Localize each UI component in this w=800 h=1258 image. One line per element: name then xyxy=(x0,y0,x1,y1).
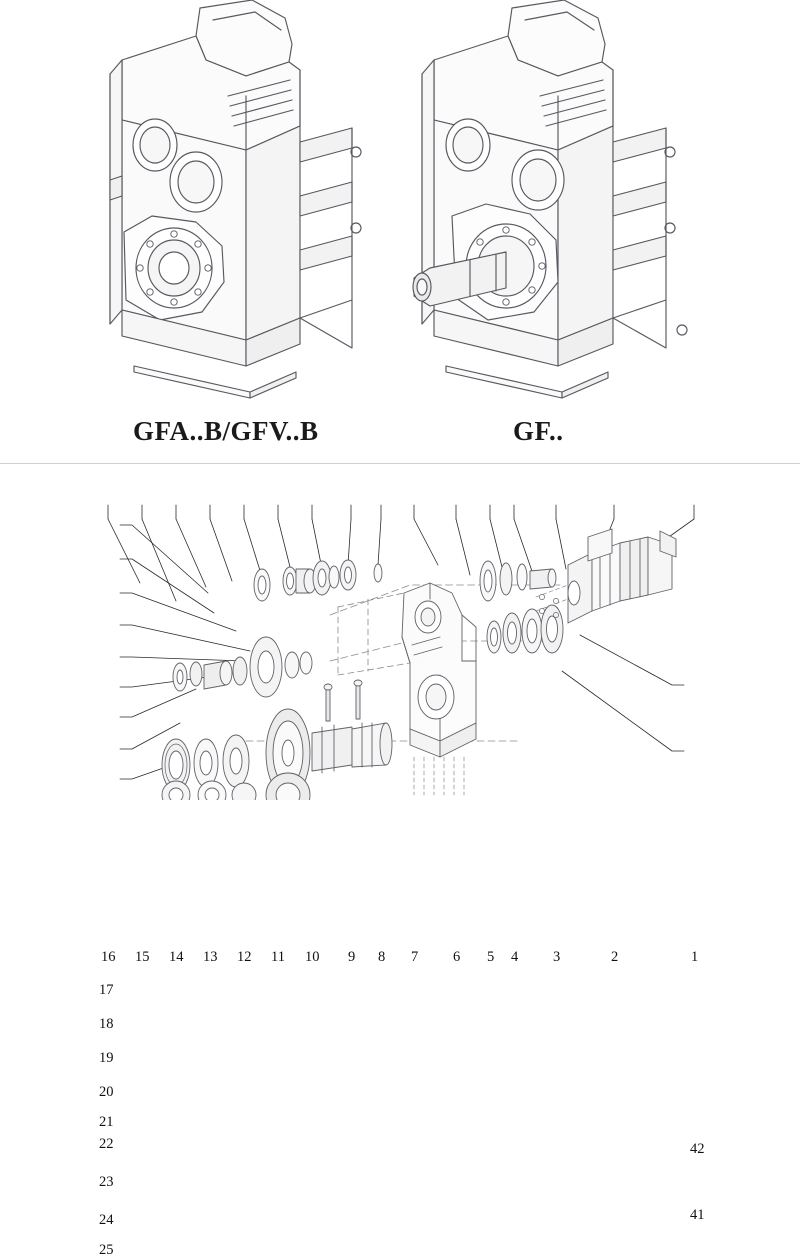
section-divider xyxy=(0,463,800,464)
callout-19: 19 xyxy=(99,1050,114,1066)
callout-4: 4 xyxy=(511,949,519,965)
caption-gfab-gfvb: GFA..B/GFV..B xyxy=(133,416,319,446)
callout-10: 10 xyxy=(305,949,320,965)
callout-5: 5 xyxy=(487,949,495,965)
callout-21: 21 xyxy=(99,1114,114,1130)
callout-23: 23 xyxy=(99,1174,114,1190)
callout-15: 15 xyxy=(135,949,150,965)
callout-25: 25 xyxy=(99,1242,114,1258)
isometric-drawings-svg xyxy=(0,0,800,465)
callout-14: 14 xyxy=(169,949,184,965)
callout-13: 13 xyxy=(203,949,218,965)
caption-gf: GF.. xyxy=(513,416,564,446)
callout-20: 20 xyxy=(99,1084,114,1100)
callout-16: 16 xyxy=(101,949,116,965)
callout-1: 1 xyxy=(691,949,699,965)
callout-17: 17 xyxy=(99,982,114,998)
callout-12: 12 xyxy=(237,949,252,965)
exploded-view-section xyxy=(0,465,800,1258)
gearbox-isometric-left xyxy=(110,0,361,398)
exploded-view-svg xyxy=(0,465,800,800)
callout-7: 7 xyxy=(411,949,419,965)
callout-2: 2 xyxy=(611,949,619,965)
callout-11: 11 xyxy=(271,949,285,965)
isometric-drawings-section xyxy=(0,0,800,465)
callout-8: 8 xyxy=(378,949,386,965)
callout-9: 9 xyxy=(348,949,356,965)
callout-41: 41 xyxy=(690,1207,705,1223)
callout-42: 42 xyxy=(690,1141,705,1157)
callout-18: 18 xyxy=(99,1016,114,1032)
callout-24: 24 xyxy=(99,1212,114,1228)
callout-6: 6 xyxy=(453,949,461,965)
callout-22: 22 xyxy=(99,1136,114,1152)
callout-3: 3 xyxy=(553,949,561,965)
gearbox-isometric-right xyxy=(413,0,687,398)
